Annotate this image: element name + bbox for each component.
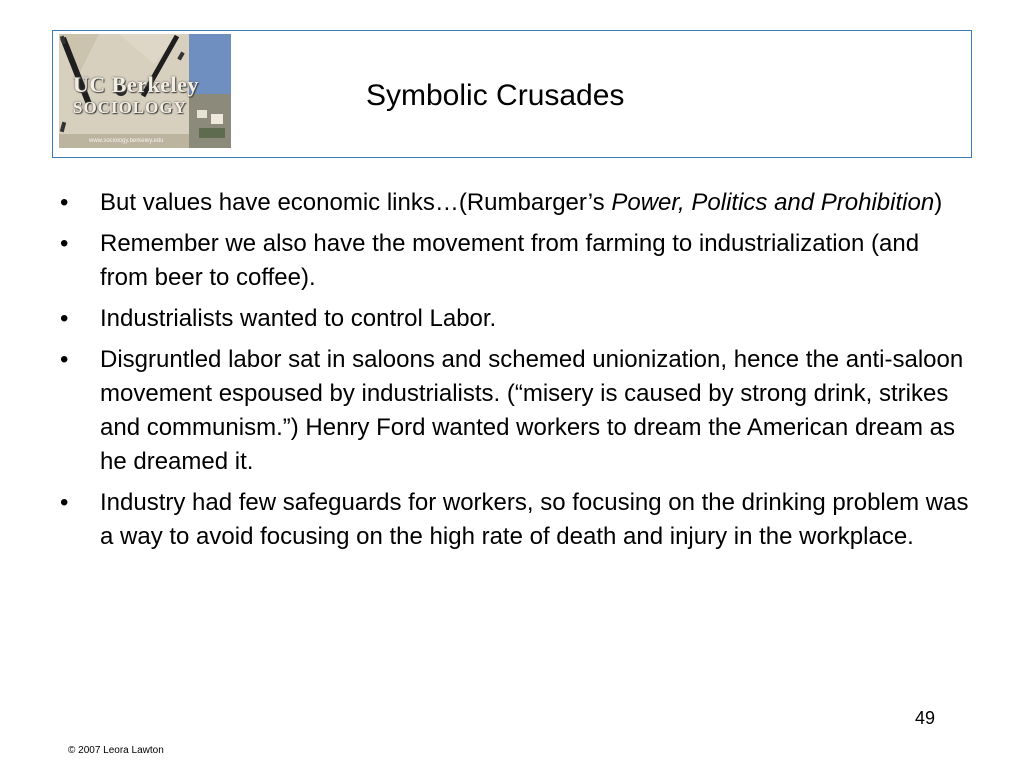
header-box (52, 30, 972, 158)
bullet-list (60, 186, 970, 561)
bullet-marker: • (60, 189, 69, 216)
bullet-item (60, 343, 970, 479)
bullet-text: Disgruntled labor sat in saloons and schemed unionization, hence the anti-saloon movement espoused by industrialists. (“misery is caused by strong drink, strikes and communism.”) Henry Ford wanted workers to dream the American dream as he dreamed it. (100, 346, 964, 475)
bullet-text: Remember we also have the movement from farming to industrialization (and from beer to coffee). (100, 230, 920, 291)
logo-text-sociology: SOCIOLOGY (73, 98, 187, 117)
bullet-text: Industry had few safeguards for workers, so focusing on the drinking problem was a way to avoid focusing on the high rate of death and injury in the workplace. (100, 489, 969, 550)
bullet-marker: • (60, 346, 69, 373)
book-title: Power, Politics and Prohibition (611, 189, 935, 216)
uc-berkeley-sociology-logo (59, 34, 231, 148)
slide-number: 49 (914, 708, 935, 728)
bullet-marker: • (60, 230, 69, 257)
bullet-marker: • (60, 305, 69, 332)
slide-title: Symbolic Crusades (366, 79, 625, 112)
bullet-item (60, 227, 970, 295)
bullet-item (60, 486, 970, 554)
bullet-item (60, 186, 970, 220)
bullet-text: Industrialists wanted to control Labor. (100, 305, 497, 332)
copyright-notice: © 2007 Leora Lawton (68, 745, 164, 756)
bullet-item (60, 302, 970, 336)
bullet-text: But values have economic links…(Rumbarger’s (100, 189, 612, 216)
bullet-text-end: ) (934, 189, 943, 216)
logo-text-uc-berkeley: UC Berkeley (73, 72, 199, 97)
bullet-marker: • (60, 489, 69, 516)
logo-subtext: www.sociology.berkeley.edu (89, 138, 164, 144)
